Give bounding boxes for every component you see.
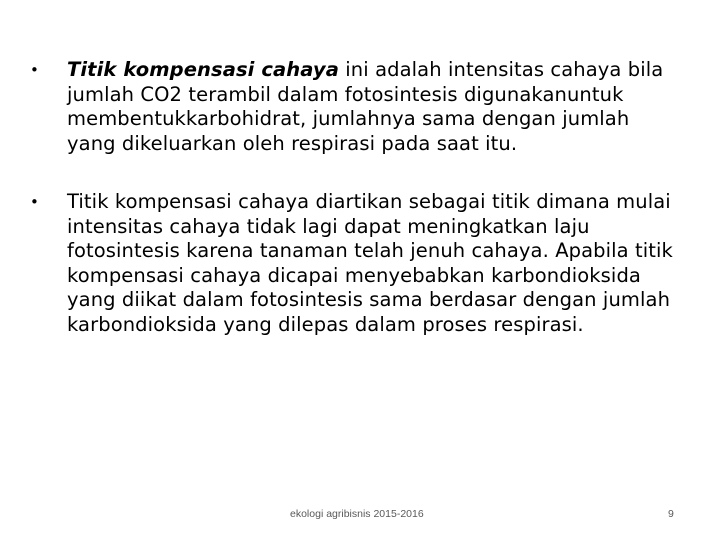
bullet-text: ini adalah intensitas cahaya bila jumlah CO2 terambil dalam fotosintesis digunakanuntuk membentukkarbohidrat, jumlahnya sama dengan jumlah yang dikeluarkan oleh respirasi pada saat itu. (67, 58, 664, 155)
bullet-marker: • (30, 193, 39, 211)
slide-number: 9 (668, 508, 674, 520)
emphasized-term: Titik kompensasi cahaya (67, 58, 339, 81)
bullet-item-1 (30, 58, 682, 156)
bullet-marker: • (30, 61, 39, 79)
bullet-item-2 (30, 190, 682, 337)
bullet-list (30, 58, 682, 337)
bullet-text: Titik kompensasi cahaya diartikan sebagai titik dimana mulai intensitas cahaya tidak lagi dapat meningkatkan laju fotosintesis karena tanaman telah jenuh cahaya. Apabila titik kompensasi cahaya dicapai menyebabkan karbondioksida yang diikat dalam fotosintesis sama berdasar dengan jumlah karbondioksida yang dilepas dalam proses respirasi. (67, 190, 673, 336)
footer-text: ekologi agribisnis 2015-2016 (290, 508, 424, 520)
